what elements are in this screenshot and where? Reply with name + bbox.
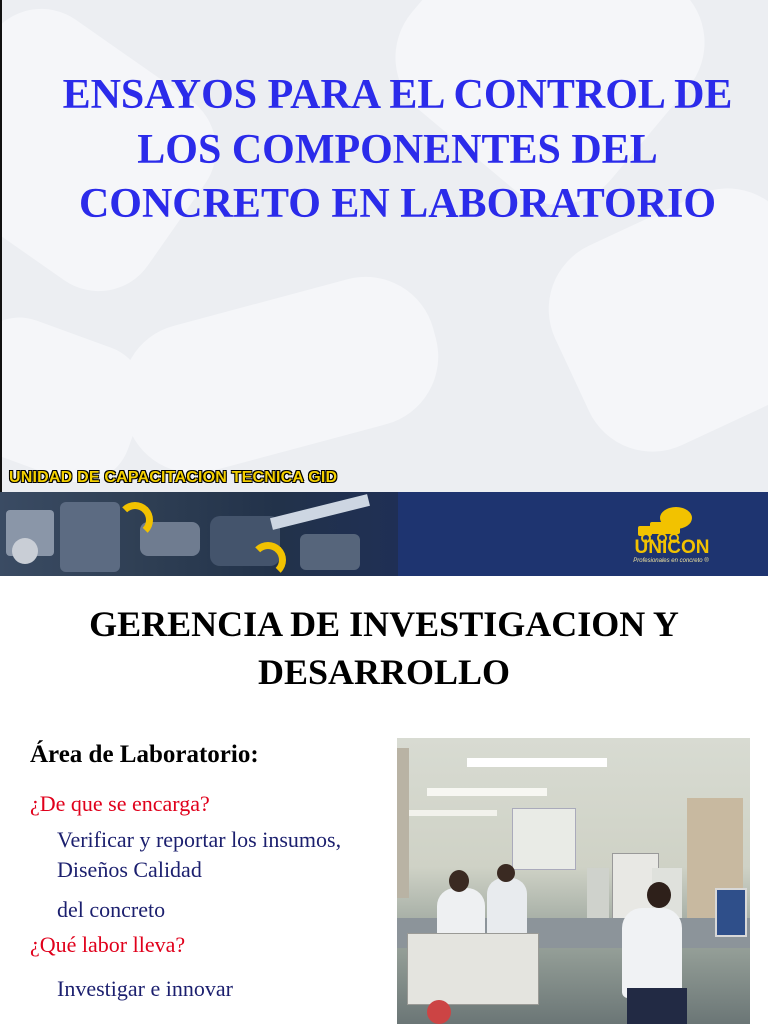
footer-band xyxy=(0,492,768,576)
answer-1: Verificar y reportar los insumos, Diseños Calidad xyxy=(57,827,342,882)
area-label: Área de Laboratorio: xyxy=(30,741,259,768)
answer-2: Investigar e innovar xyxy=(57,976,233,1001)
logo-wordmark: UNICON xyxy=(634,537,710,558)
swirl-icon xyxy=(250,542,286,576)
question-1: ¿De que se encarga? xyxy=(30,791,210,816)
background-shape xyxy=(106,261,454,489)
logo-tagline: Profesionales en concreto ® xyxy=(633,558,709,564)
swirl-icon xyxy=(117,502,153,538)
slide-border xyxy=(0,0,2,576)
unit-label: UNIDAD DE CAPACITACION TECNICA GID xyxy=(9,469,338,486)
background-shape xyxy=(0,303,159,496)
answer-1-continued: del concreto xyxy=(57,897,166,922)
laboratory-photo xyxy=(397,738,750,1024)
slide-title: ENSAYOS PARA EL CONTROL DE LOS COMPONENTES DEL CONCRETO EN LABORATORIO xyxy=(62,72,733,227)
slide-heading: GERENCIA DE INVESTIGACION Y DESARROLLO xyxy=(89,604,679,692)
construction-photo-strip xyxy=(0,492,398,576)
content-slide xyxy=(0,578,768,1024)
question-2: ¿Qué labor lleva? xyxy=(30,932,186,957)
